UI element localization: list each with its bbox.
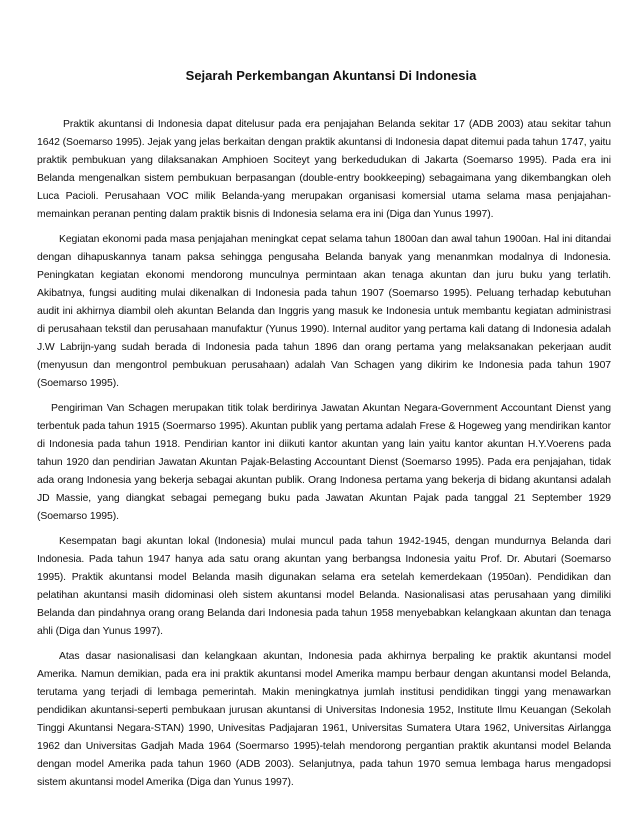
paragraph-2: Kegiatan ekonomi pada masa penjajahan meningkat cepat selama tahun 1800an dan awal tahun 1900an. Hal ini ditandai dengan dihapuskannya tanam paksa sehingga pengusaha Belanda banyak yang menanmkan modalnya di Indonesia. Peningkatan kegiatan ekonomi mendorong munculnya permintaan akan tenaga akuntan dan juru buku yang terlatih. Akibatnya, fungsi auditing mulai dikenalkan di Indonesia pada tahun 1907 (Soemarso 1995). Peluang terhadap kebutuhan audit ini akhirnya diambil oleh akuntan Belanda dan Inggris yang masuk ke Indonesia untuk membantu kegiatan administrasi di perusahaan tekstil dan perusahaan manufaktur (Yunus 1990). Internal auditor yang pertama kali datang di Indonesia adalah J.W Labrijn-yang sudah berada di Indonesia pada tahun 1896 dan orang pertama yang melaksanakan pekerjaan audit (menyusun dan mengontrol pembukuan perusahaan) adalah Van Schagen yang dikirim ke Indonesia pada tahun 1907 (Soemarso 1995).	[37, 234, 611, 389]
paragraph-4: Kesempatan bagi akuntan lokal (Indonesia) mulai muncul pada tahun 1942-1945, dengan mundurnya Belanda dari Indonesia. Pada tahun 1947 hanya ada satu orang akuntan yang berbangsa Indonesia yaitu Prof. Dr. Abutari (Soemarso 1995). Praktik akuntansi model Belanda masih digunakan selama era setelah kemerdekaan (1950an). Pendidikan dan pelatihan akuntansi masih didominasi oleh sistem akuntansi model Belanda. Nasionalisasi atas perusahaan yang dimiliki Belanda dan pindahnya orang orang Belanda dari Indonesia pada tahun 1958 menyebabkan kelangkaan akuntan dan tenaga ahli (Diga dan Yunus 1997).	[37, 536, 611, 637]
document-page	[37, 68, 611, 799]
document-title: Sejarah Perkembangan Akuntansi Di Indonesia	[185, 68, 477, 83]
paragraph-5: Atas dasar nasionalisasi dan kelangkaan akuntan, Indonesia pada akhirnya berpaling ke praktik akuntansi model Amerika. Namun demikian, pada era ini praktik akuntansi model Amerika mampu berbaur dengan akuntansi model Belanda, terutama yang terjadi di lembaga pemerintah. Makin meningkatnya jumlah institusi pendidikan tinggi yang menawarkan pendidikan akuntansi-seperti pembukaan jurusan akuntansi di Universitas Indonesia 1952, Institute Ilmu Keuangan (Sekolah Tinggi Akuntansi Negara-STAN) 1990, Univesitas Padjajaran 1961, Universitas Sumatera Utara 1962, Universitas Airlangga 1962 dan Universitas Gadjah Mada 1964 (Soermarso 1995)-telah mendorong pergantian praktik akuntansi model Belanda dengan model Amerika pada tahun 1960 (ADB 2003). Selanjutnya, pada tahun 1970 semua lembaga harus mengadopsi sistem akuntansi model Amerika (Diga dan Yunus 1997).	[37, 651, 611, 788]
paragraph-3: Pengiriman Van Schagen merupakan titik tolak berdirinya Jawatan Akuntan Negara-Government Accountant Dienst yang terbentuk pada tahun 1915 (Soermarso 1995). Akuntan publik yang pertama adalah Frese & Hogeweg yang mendirikan kantor di Indonesia pada tahun 1918. Pendirian kantor ini diikuti kantor akuntan yang lain yaitu kantor akuntan H.Y.Voerens pada tahun 1920 dan pendirian Jawatan Akuntan Pajak-Belasting Accountant Dienst (Soemarso 1995). Pada era penjajahan, tidak ada orang Indonesia yang bekerja sebagai akuntan publik. Orang Indonesa pertama yang bekerja di bidang akuntansi adalah JD Massie, yang diangkat sebagai pemegang buku pada Jawatan Akuntan Pajak pada tanggal 21 September 1929 (Soemarso 1995).	[37, 403, 611, 522]
paragraph-1: Praktik akuntansi di Indonesia dapat ditelusur pada era penjajahan Belanda sekitar 17 (ADB 2003) atau sekitar tahun 1642 (Soemarso 1995). Jejak yang jelas berkaitan dengan praktik akuntansi di Indonesia dapat ditemui pada tahun 1747, yaitu praktik pembukuan yang dilaksanakan Amphioen Sociteyt yang berkedudukan di Jakarta (Soemarso 1995). Pada era ini Belanda mengenalkan sistem pembukuan berpasangan (double-entry bookkeeping) sebagaimana yang dikembangkan oleh Luca Pacioli. Perusahaan VOC milik Belanda-yang merupakan organisasi komersial utama selama masa penjajahan-memainkan peranan penting dalam praktik bisnis di Indonesia selama era ini (Diga dan Yunus 1997).	[37, 119, 611, 220]
